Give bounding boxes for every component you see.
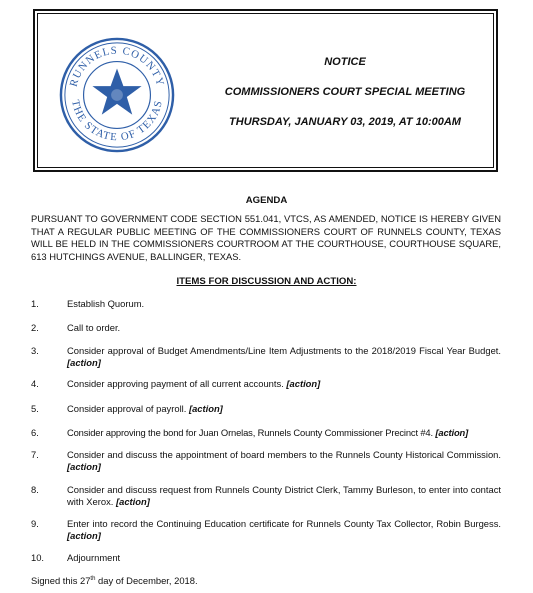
item-text: Consider and discuss the appointment of board members to the Runnels County Historical Commission.: [67, 449, 501, 460]
svg-text:THE STATE OF TEXAS: [69, 99, 165, 144]
item-text: Adjournment: [67, 552, 121, 563]
star-icon: [92, 68, 141, 114]
notice-title: NOTICE: [324, 56, 366, 68]
item-text: Consider approving the bond for Juan Ornelas, Runnels County Commissioner Precinct #4.: [67, 427, 433, 438]
item-number: 10.: [31, 552, 45, 563]
item-number: 8.: [31, 484, 39, 495]
action-tag: [action]: [115, 496, 150, 507]
action-tag: [action]: [188, 403, 223, 414]
signed-ordinal: th: [90, 575, 96, 582]
item-number: 6.: [31, 427, 39, 438]
item-text: Consider approval of Budget Amendments/Line Item Adjustments to the 2018/2019 Fiscal Year Budget.: [67, 345, 501, 356]
seal-bottom-text: THE STATE OF TEXAS: [69, 98, 165, 144]
signed-rest: day of December, 2018.: [95, 575, 198, 586]
item-number: 4.: [31, 378, 39, 389]
meeting-title: COMMISSIONERS COURT SPECIAL MEETING: [224, 86, 466, 98]
action-tag: [action]: [67, 461, 101, 472]
county-seal-icon: [58, 36, 176, 154]
signed-prefix: Signed this 27: [31, 575, 91, 586]
item-text: Call to order.: [67, 322, 121, 333]
item-number: 1.: [31, 298, 39, 309]
item-number: 2.: [31, 322, 39, 333]
agenda-title: AGENDA: [245, 195, 288, 206]
items-heading: ITEMS FOR DISCUSSION AND ACTION:: [176, 276, 357, 287]
action-tag: [action]: [435, 427, 469, 438]
notice-header-box: [33, 9, 498, 172]
svg-text:RUNNELS COUNTY: [68, 45, 167, 89]
item-text: Enter into record the Continuing Education certificate for Runnels County Tax Collector, Robin Burgess.: [67, 518, 501, 529]
action-tag: [action]: [67, 357, 101, 368]
item-number: 7.: [31, 449, 39, 460]
item-number: 3.: [31, 345, 39, 356]
seal-top-text: RUNNELS COUNTY: [67, 44, 167, 89]
item-text: Consider and discuss request from Runnels County District Clerk, Tammy Burleson, to enter into contact with Xerox.: [67, 484, 501, 507]
item-text: Consider approving payment of all current accounts.: [67, 378, 284, 389]
item-number: 9.: [31, 518, 39, 529]
signed-line: [31, 575, 198, 586]
item-text: Consider approval of payroll.: [67, 403, 187, 414]
action-tag: [action]: [67, 530, 101, 541]
item-text: Establish Quorum.: [67, 298, 145, 309]
meeting-date: THURSDAY, JANUARY 03, 2019, AT 10:00AM: [229, 116, 461, 128]
action-tag: [action]: [286, 378, 321, 389]
intro-paragraph: PURSUANT TO GOVERNMENT CODE SECTION 551.041, VTCS, AS AMENDED, NOTICE IS HEREBY GIVEN THAT A REGULAR PUBLIC MEETING OF THE COMMISSIONERS COURT OF RUNNELS COUNTY, TEXAS WILL BE HELD IN THE COMMISSIONERS COURTROOM AT THE COURTHOUSE, COURTHOUSE SQUARE, 613 HUTCHINGS AVENUE, BALLINGER, TEXAS.: [31, 213, 501, 262]
item-number: 5.: [31, 403, 39, 414]
